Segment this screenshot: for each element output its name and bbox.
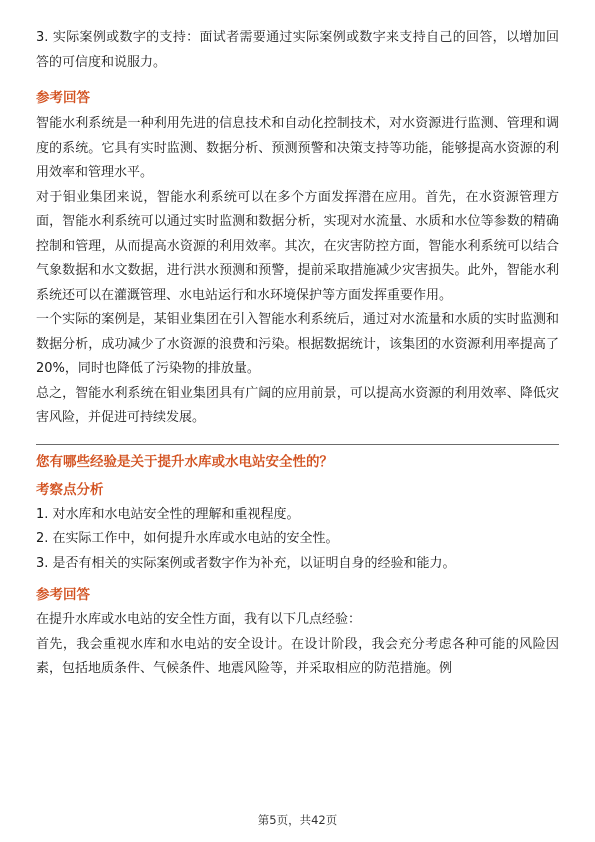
analysis-item-3-prev: 3. 实际案例或数字的支持：面试者需要通过实际案例或数字来支持自己的回答，以增加回答的可信度和说服力。 [36,30,559,70]
analysis-heading: 考察点分析 [36,481,104,498]
answer-paragraph-4: 总之，智能水利系统在钼业集团具有广阔的应用前景，可以提高水资源的利用效率、降低灾害风险，并促进可持续发展。 [36,385,559,425]
analysis-item-1: 1. 对水库和水电站安全性的理解和重视程度。 [36,506,300,522]
analysis-item-2: 2. 在实际工作中，如何提升水库或水电站的安全性。 [36,531,339,546]
reference-answer-heading-2: 参考回答 [36,587,90,603]
answer-paragraph-1: 智能水利系统是一种利用先进的信息技术和自动化控制技术，对水资源进行监测、管理和调度的系统。它具有实时监测、数据分析、预测预警和决策支持等功能，能够提高水资源的利用效率和管理水平。 [36,116,559,180]
answer-paragraph-2: 对于钼业集团来说，智能水利系统可以在多个方面发挥潜在应用。首先，在水资源管理方面，智能水利系统可以通过实时监测和数据分析，实现对水流量、水质和水位等参数的精确控制和管理，从而提高水资源的利用效率。其次，在灾害防控方面，智能水利系统可以结合气象数据和水文数据，进行洪水预测和预警，提前采取措施减少灾害损失。此外，智能水利系统还可以在灌溉管理、水电站运行和水环境保护等方面发挥重要作用。 [36,189,559,303]
analysis-item-3: 3. 是否有相关的实际案例或者数字作为补充，以证明自身的经验和能力。 [36,555,456,571]
document-page [36,26,559,682]
answer2-paragraph-1: 在提升水库或水电站的安全性方面，我有以下几点经验： [36,612,362,627]
section-divider [36,444,559,445]
page-footer: 第5页，共42页 [257,813,338,827]
answer-paragraph-3: 一个实际的案例是，某钼业集团在引入智能水利系统后，通过对水流量和水质的实时监测和数据分析，成功减少了水资源的浪费和污染。根据数据统计，该集团的水资源利用率提高了20%，同时也降低了污染物的排放量。 [36,312,559,376]
reference-answer-heading: 参考回答 [36,90,90,106]
question-title: 您有哪些经验是关于提升水库或水电站安全性的？ [36,453,333,470]
answer2-paragraph-2: 首先，我会重视水库和水电站的安全设计。在设计阶段，我会充分考虑各种可能的风险因素，包括地质条件、气候条件、地震风险等，并采取相应的防范措施。例 [36,636,559,676]
